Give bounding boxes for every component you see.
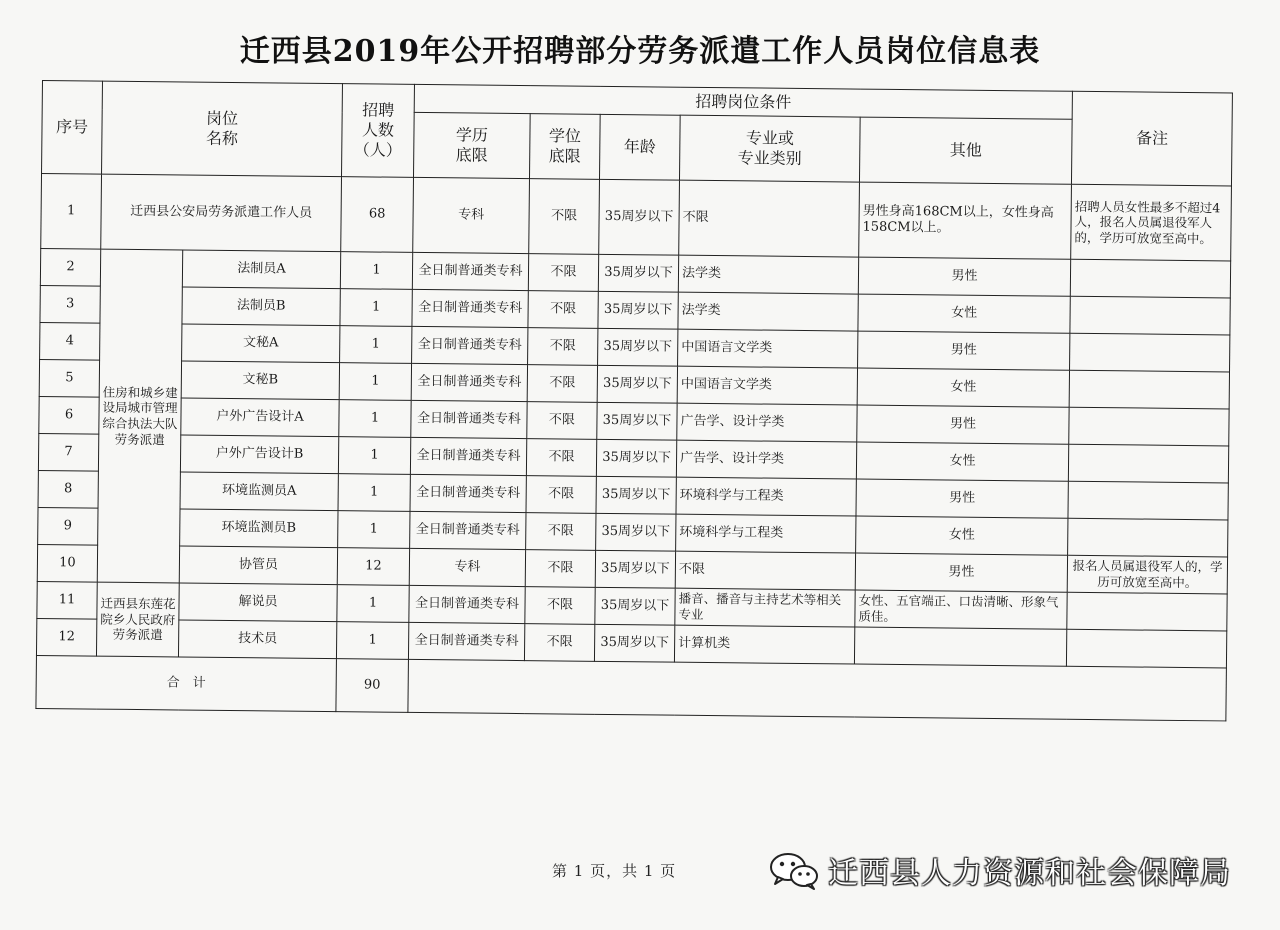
cell-other: 女性 bbox=[856, 442, 1068, 481]
cell-age: 35周岁以下 bbox=[594, 624, 674, 662]
cell-education: 专科 bbox=[413, 177, 530, 253]
cell-other: 女性 bbox=[856, 516, 1068, 555]
cell-count: 1 bbox=[340, 289, 412, 327]
cell-age: 35周岁以下 bbox=[595, 550, 675, 588]
cell-unit-zhujian: 住房和城乡建设局城市管理综合执法大队劳务派遣 bbox=[97, 249, 182, 583]
cell-degree: 不限 bbox=[528, 291, 598, 329]
header-age: 年龄 bbox=[600, 114, 681, 180]
cell-no: 9 bbox=[38, 507, 98, 545]
cell-major: 广告学、设计学类 bbox=[676, 440, 856, 479]
cell-remarks bbox=[1070, 259, 1230, 298]
page-number: 第 1 页，共 1 页 bbox=[552, 862, 677, 880]
cell-education: 专科 bbox=[409, 548, 525, 586]
position-table bbox=[35, 80, 1233, 721]
cell-no: 4 bbox=[40, 322, 100, 360]
cell-position: 协管员 bbox=[179, 546, 337, 585]
cell-education: 全日制普通类专科 bbox=[410, 437, 526, 475]
cell-other: 男性 bbox=[856, 479, 1068, 518]
header-count bbox=[342, 84, 415, 178]
header-degree bbox=[530, 114, 601, 180]
cell-other: 男性 bbox=[858, 257, 1070, 296]
cell-age: 35周岁以下 bbox=[597, 365, 677, 403]
cell-remarks bbox=[1066, 629, 1226, 668]
total-empty bbox=[408, 659, 1227, 721]
brand-watermark bbox=[768, 848, 1231, 892]
cell-major: 中国语言文学类 bbox=[678, 329, 858, 368]
cell-no: 5 bbox=[39, 359, 99, 397]
cell-age: 35周岁以下 bbox=[596, 476, 676, 514]
header-education bbox=[414, 112, 531, 178]
cell-education: 全日制普通类专科 bbox=[412, 252, 528, 290]
cell-other: 男性 bbox=[857, 405, 1069, 444]
cell-education: 全日制普通类专科 bbox=[411, 363, 527, 401]
cell-major: 环境科学与工程类 bbox=[676, 514, 856, 553]
cell-major: 中国语言文学类 bbox=[677, 366, 857, 405]
cell-position: 解说员 bbox=[179, 583, 337, 622]
cell-age: 35周岁以下 bbox=[596, 513, 676, 551]
cell-count: 1 bbox=[340, 326, 412, 364]
total-label: 合 计 bbox=[36, 655, 337, 711]
cell-position: 文秘B bbox=[181, 361, 339, 400]
cell-degree: 不限 bbox=[525, 587, 595, 625]
header-conditions: 招聘岗位条件 bbox=[414, 84, 1072, 119]
cell-position: 环境监测员A bbox=[180, 472, 338, 511]
cell-major: 环境科学与工程类 bbox=[676, 477, 856, 516]
cell-position: 法制员A bbox=[182, 250, 340, 289]
cell-remarks bbox=[1070, 333, 1230, 372]
cell-age: 35周岁以下 bbox=[598, 328, 678, 366]
total-count: 90 bbox=[336, 659, 409, 713]
cell-count: 1 bbox=[339, 363, 411, 401]
cell-no: 1 bbox=[41, 174, 102, 250]
table-row bbox=[41, 174, 1232, 261]
cell-count: 1 bbox=[338, 511, 410, 549]
cell-education: 全日制普通类专科 bbox=[411, 400, 527, 438]
cell-position: 迁西县公安局劳务派遣工作人员 bbox=[101, 174, 342, 252]
cell-degree: 不限 bbox=[526, 476, 596, 514]
header-no: 序号 bbox=[42, 81, 103, 175]
cell-age: 35周岁以下 bbox=[598, 291, 678, 329]
cell-remarks bbox=[1067, 592, 1227, 631]
cell-education: 全日制普通类专科 bbox=[412, 289, 528, 327]
header-other: 其他 bbox=[859, 117, 1072, 184]
cell-position: 环境监测员B bbox=[180, 509, 338, 548]
cell-position: 法制员B bbox=[182, 287, 340, 326]
cell-major: 不限 bbox=[679, 180, 860, 257]
cell-remarks bbox=[1069, 370, 1229, 409]
cell-remarks: 报名人员属退役军人的，学历可放宽至高中。 bbox=[1067, 555, 1227, 594]
cell-other: 女性、五官端正、口齿清晰、形象气质佳。 bbox=[855, 590, 1067, 629]
cell-count: 68 bbox=[341, 177, 414, 253]
cell-major: 播音、播音与主持艺术等相关专业 bbox=[675, 588, 855, 627]
cell-remarks bbox=[1068, 518, 1228, 557]
cell-position: 户外广告设计B bbox=[180, 435, 338, 474]
cell-degree: 不限 bbox=[527, 365, 597, 403]
cell-age: 35周岁以下 bbox=[596, 439, 676, 477]
cell-no: 2 bbox=[40, 248, 100, 286]
cell-no: 6 bbox=[39, 396, 99, 434]
cell-count: 1 bbox=[338, 437, 410, 475]
cell-no: 3 bbox=[40, 285, 100, 323]
document-title: 迁西县2019年公开招聘部分劳务派遣工作人员岗位信息表 bbox=[239, 34, 1041, 69]
cell-major: 计算机类 bbox=[674, 625, 854, 664]
cell-major: 法学类 bbox=[678, 255, 858, 294]
cell-degree: 不限 bbox=[528, 254, 598, 292]
header-education-text: 学历 底限 bbox=[455, 125, 489, 165]
cell-education: 全日制普通类专科 bbox=[409, 585, 525, 623]
cell-remarks bbox=[1068, 481, 1228, 520]
cell-count: 1 bbox=[337, 585, 409, 623]
cell-major: 不限 bbox=[675, 551, 855, 590]
cell-unit-donglianhua: 迁西县东莲花院乡人民政府劳务派遣 bbox=[96, 582, 179, 657]
cell-degree: 不限 bbox=[524, 624, 594, 662]
header-position bbox=[102, 81, 343, 177]
cell-degree: 不限 bbox=[527, 402, 597, 440]
cell-age: 35周岁以下 bbox=[595, 587, 675, 625]
cell-other: 男性身高168CM以上，女性身高158CM以上。 bbox=[859, 182, 1072, 259]
wechat-icon bbox=[768, 850, 820, 890]
cell-no: 8 bbox=[38, 470, 98, 508]
cell-no: 12 bbox=[36, 618, 96, 656]
cell-degree: 不限 bbox=[526, 513, 596, 551]
header-major bbox=[680, 115, 861, 182]
cell-no: 11 bbox=[37, 581, 97, 619]
cell-remarks bbox=[1070, 296, 1230, 335]
cell-degree: 不限 bbox=[529, 179, 600, 255]
cell-education: 全日制普通类专科 bbox=[410, 474, 526, 512]
cell-count: 1 bbox=[340, 252, 412, 290]
cell-age: 35周岁以下 bbox=[597, 402, 677, 440]
header-remarks: 备注 bbox=[1072, 91, 1233, 186]
cell-other: 女性 bbox=[858, 294, 1070, 333]
cell-other bbox=[854, 627, 1066, 666]
cell-major: 广告学、设计学类 bbox=[677, 403, 857, 442]
cell-education: 全日制普通类专科 bbox=[408, 622, 524, 660]
cell-education: 全日制普通类专科 bbox=[412, 326, 528, 364]
cell-position: 户外广告设计A bbox=[181, 398, 339, 437]
cell-age: 35周岁以下 bbox=[599, 179, 680, 255]
cell-other: 女性 bbox=[857, 368, 1069, 407]
position-table-wrapper bbox=[35, 80, 1232, 721]
header-count-text: 招聘 人数 （人） bbox=[353, 100, 402, 160]
total-row bbox=[36, 655, 1227, 720]
cell-other: 男性 bbox=[858, 331, 1070, 370]
brand-name: 迁西县人力资源和社会保障局 bbox=[828, 856, 1231, 891]
cell-remarks: 招聘人员女性最多不超过4人，报名人员属退役军人的，学历可放宽至高中。 bbox=[1071, 184, 1232, 261]
cell-no: 7 bbox=[38, 433, 98, 471]
cell-position: 文秘A bbox=[182, 324, 340, 363]
cell-age: 35周岁以下 bbox=[598, 254, 678, 292]
cell-remarks bbox=[1069, 407, 1229, 446]
cell-no: 10 bbox=[37, 544, 97, 582]
cell-count: 1 bbox=[336, 622, 408, 660]
cell-major: 法学类 bbox=[678, 292, 858, 331]
cell-count: 12 bbox=[337, 548, 409, 586]
cell-count: 1 bbox=[338, 474, 410, 512]
cell-degree: 不限 bbox=[525, 550, 595, 588]
header-degree-text: 学位 底限 bbox=[548, 126, 582, 166]
header-major-text: 专业或 专业类别 bbox=[737, 128, 802, 168]
cell-other: 男性 bbox=[855, 553, 1067, 592]
header-position-text: 岗位 名称 bbox=[205, 108, 239, 149]
cell-position: 技术员 bbox=[178, 620, 336, 659]
cell-degree: 不限 bbox=[528, 328, 598, 366]
cell-count: 1 bbox=[339, 400, 411, 438]
cell-education: 全日制普通类专科 bbox=[410, 511, 526, 549]
cell-remarks bbox=[1068, 444, 1228, 483]
cell-degree: 不限 bbox=[526, 439, 596, 477]
